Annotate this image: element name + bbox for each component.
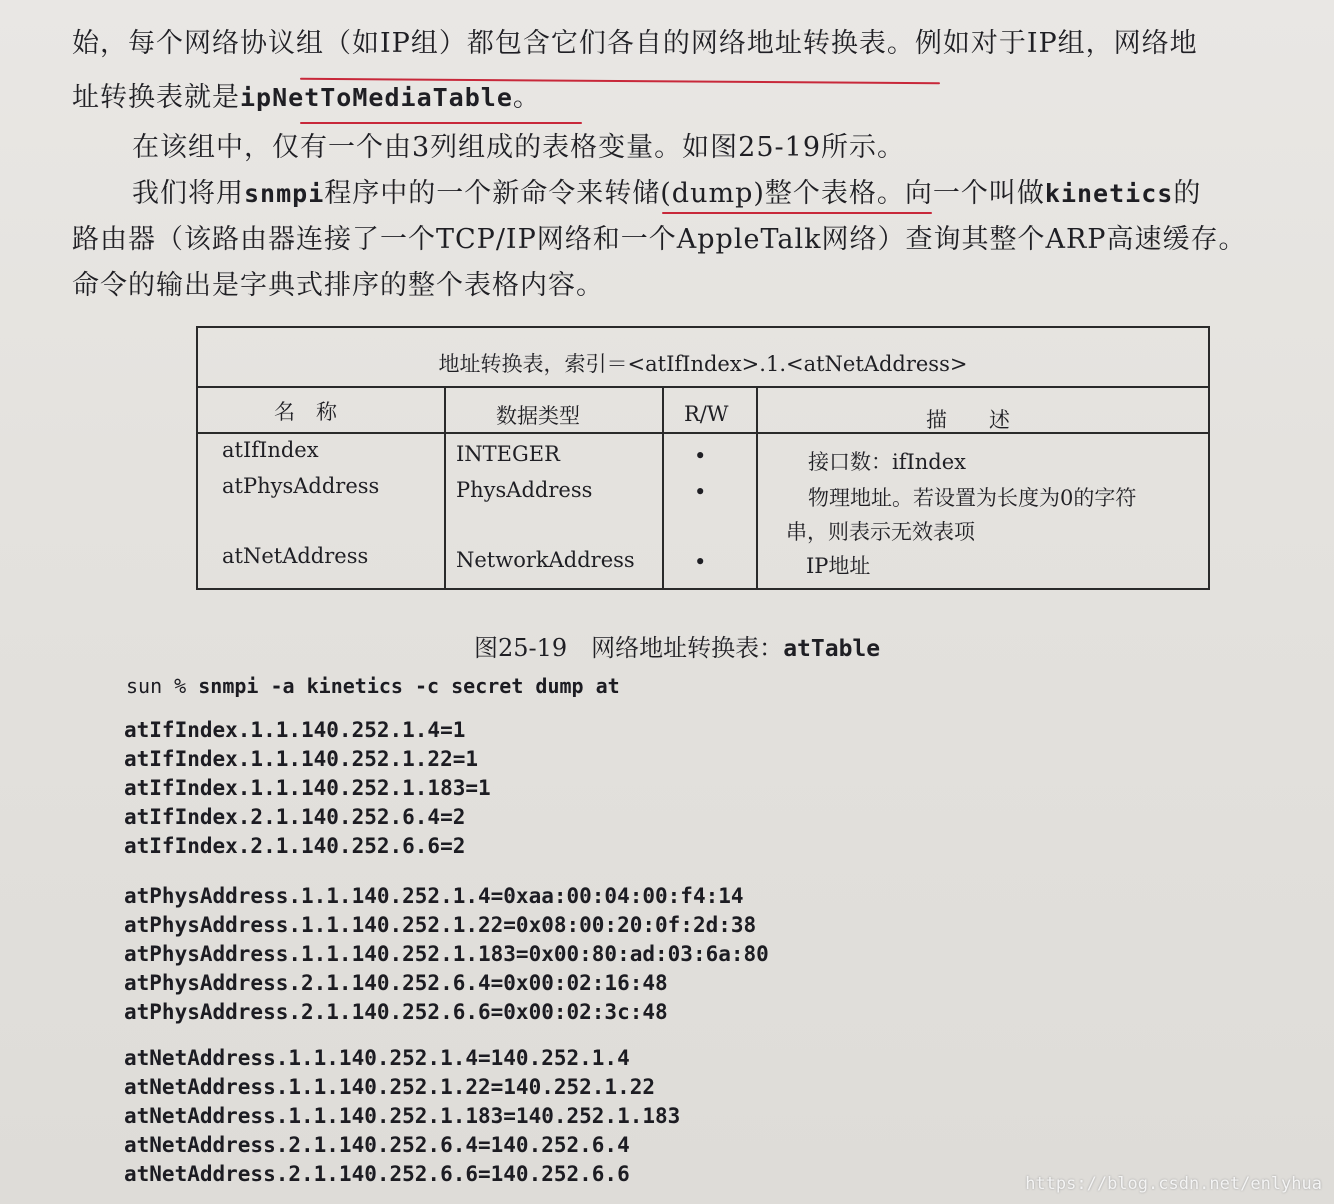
table-row-1-rw: • <box>694 444 707 468</box>
command-text: snmpi -a kinetics -c secret dump at <box>198 674 620 698</box>
output-line: atIfIndex.1.1.140.252.1.4=1 <box>124 718 466 742</box>
paragraph-1-line-1-text: 始，每个网络协议组（如IP组）都包含它们各自的网络地址转换表。例如对于IP组，网络地 <box>72 28 1198 59</box>
address-translation-table <box>196 326 1210 590</box>
table-row-3-type: NetworkAddress <box>456 548 635 572</box>
output-line: atPhysAddress.2.1.140.252.6.6=0x00:02:3c:48 <box>124 1000 668 1024</box>
figure-caption-code: atTable <box>783 636 881 662</box>
table-title: 地址转换表，索引＝<atIfIndex>.1.<atNetAddress> <box>438 352 968 376</box>
table-row-3-name: atNetAddress <box>222 544 369 568</box>
table-header-rw: R/W <box>684 402 729 426</box>
table-title-divider <box>198 386 1208 388</box>
red-underline-2 <box>300 122 582 124</box>
command-prompt: sun % <box>126 674 199 698</box>
paragraph-3-line-1-b: 程序中的一个新命令来转储(dump)整个表格。向一个叫做 <box>324 178 1045 209</box>
paragraph-3-line-3-text: 命令的输出是字典式排序的整个表格内容。 <box>72 270 604 301</box>
paragraph-1-line-2-suffix: 。 <box>512 82 541 113</box>
output-line: atNetAddress.1.1.140.252.1.22=140.252.1.22 <box>124 1075 656 1099</box>
output-line: atNetAddress.1.1.140.252.1.183=140.252.1.183 <box>124 1104 681 1128</box>
table-row-2-desc-continued: 串，则表示无效表项 <box>786 520 975 544</box>
output-line: atPhysAddress.1.1.140.252.1.22=0x08:00:20:0f:2d:38 <box>124 913 757 937</box>
figure-caption-label: 图25-19 网络地址转换表： <box>474 634 784 662</box>
table-row-3-desc: IP地址 <box>806 554 871 578</box>
output-line: atPhysAddress.1.1.140.252.1.183=0x00:80:ad:03:6a:80 <box>124 942 769 966</box>
table-row-1-name: atIfIndex <box>222 438 319 462</box>
table-row-2-name: atPhysAddress <box>222 474 380 498</box>
table-col-divider-3 <box>756 388 758 588</box>
paragraph-1-line-1 <box>72 22 1302 66</box>
paragraph-3-line-1-c: 的 <box>1173 178 1202 209</box>
output-line: atNetAddress.1.1.140.252.1.4=140.252.1.4 <box>124 1046 630 1070</box>
table-row-3-rw: • <box>694 550 707 574</box>
table-header-name: 名 称 <box>274 400 337 424</box>
output-line: atIfIndex.2.1.140.252.6.6=2 <box>124 834 466 858</box>
paragraph-3-line-1 <box>72 172 1334 216</box>
output-line: atIfIndex.1.1.140.252.1.183=1 <box>124 776 491 800</box>
table-row-2-type: PhysAddress <box>456 478 593 502</box>
figure-caption <box>474 628 880 663</box>
table-row-1-desc: 接口数：ifIndex <box>808 450 967 474</box>
table-row-1-type: INTEGER <box>456 442 560 466</box>
table-row-2-desc: 物理地址。若设置为长度为0的字符 <box>808 486 1137 510</box>
output-line: atPhysAddress.1.1.140.252.1.4=0xaa:00:04:00:f4:14 <box>124 884 744 908</box>
output-line: atIfIndex.2.1.140.252.6.4=2 <box>124 805 466 829</box>
table-col-divider-1 <box>444 388 446 588</box>
paragraph-2 <box>72 126 1334 170</box>
paragraph-2-text: 在该组中，仅有一个由3列组成的表格变量。如图25-19所示。 <box>132 132 906 163</box>
paragraph-3-code-snmpi: snmpi <box>244 179 325 208</box>
table-header-divider <box>198 432 1208 434</box>
paragraph-3-line-2 <box>72 218 1302 262</box>
paragraph-3-code-kinetics: kinetics <box>1044 179 1174 208</box>
paragraph-3-line-1-a: 我们将用 <box>132 178 244 209</box>
paragraph-3-line-3 <box>72 264 1302 308</box>
output-line: atIfIndex.1.1.140.252.1.22=1 <box>124 747 479 771</box>
paragraph-1-code-term: ipNetToMediaTable <box>240 83 513 112</box>
output-netaddress-block <box>124 1044 680 1189</box>
paragraph-1-line-2 <box>72 76 1302 120</box>
table-header-type: 数据类型 <box>496 404 580 428</box>
table-header-desc: 描 述 <box>926 408 1010 432</box>
table-col-divider-2 <box>662 388 664 588</box>
output-line: atNetAddress.2.1.140.252.6.4=140.252.6.4 <box>124 1133 630 1157</box>
output-physaddress-block <box>124 882 769 1027</box>
paragraph-3-line-2-text: 路由器（该路由器连接了一个TCP/IP网络和一个AppleTalk网络）查询其整个ARP高速缓存。 <box>72 224 1247 255</box>
command-line <box>126 672 620 701</box>
paragraph-1-line-2-prefix: 址转换表就是 <box>72 82 240 113</box>
table-row-2-rw: • <box>694 480 707 504</box>
output-line: atNetAddress.2.1.140.252.6.6=140.252.6.6 <box>124 1162 630 1186</box>
watermark-url: https://blog.csdn.net/enlyhua <box>1025 1174 1322 1194</box>
output-ifindex-block <box>124 716 491 861</box>
output-line: atPhysAddress.2.1.140.252.6.4=0x00:02:16:48 <box>124 971 668 995</box>
